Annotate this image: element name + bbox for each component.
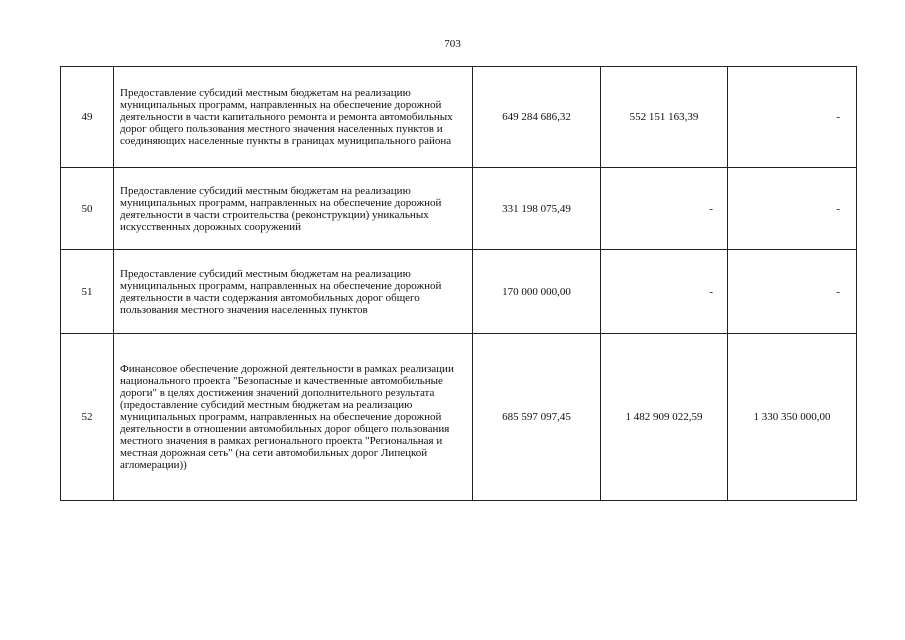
amount-year-2: - [601, 250, 728, 334]
table-row [61, 67, 857, 168]
row-description: Предоставление субсидий местным бюджетам на реализацию муниципальных программ, направленных на обеспечение дорожной деятельности в части содержания автомобильных дорог общего пользования местного значения населенных пунктов [114, 250, 473, 334]
budget-table [60, 66, 857, 501]
amount-year-3: - [728, 250, 857, 334]
amount-year-1: 685 597 097,45 [473, 334, 601, 501]
amount-year-2: 1 482 909 022,59 [601, 334, 728, 501]
row-description: Финансовое обеспечение дорожной деятельности в рамках реализации национального проекта "Безопасные и качественные автомобильные дороги" в целях достижения значений дополнительного результата (предоставление субсидий местным бюджетам на реализацию муниципальных программ, направленных на обеспечение дорожной деятельности в отношении автомобильных дорог общего пользования местного значения в рамках регионального проекта "Региональная и местная дорожная сеть" (на сети автомобильных дорог Липецкой агломерации)) [114, 334, 473, 501]
page-number: 703 [444, 38, 461, 50]
row-number: 52 [61, 334, 114, 501]
row-description: Предоставление субсидий местным бюджетам на реализацию муниципальных программ, направленных на обеспечение дорожной деятельности в части строительства (реконструкции) уникальных искусственных дорожных сооружений [114, 168, 473, 250]
table-row [61, 334, 857, 501]
amount-year-2: 552 151 163,39 [601, 67, 728, 168]
amount-year-1: 649 284 686,32 [473, 67, 601, 168]
row-number: 50 [61, 168, 114, 250]
row-number: 51 [61, 250, 114, 334]
row-description: Предоставление субсидий местным бюджетам на реализацию муниципальных программ, направленных на обеспечение дорожной деятельности в части капитального ремонта и ремонта автомобильных дорог общего пользования местного значения населенных пунктов и соединяющих населенные пункты в границах муниципального района [114, 67, 473, 168]
amount-year-2: - [601, 168, 728, 250]
table-row [61, 250, 857, 334]
amount-year-1: 331 198 075,49 [473, 168, 601, 250]
row-number: 49 [61, 67, 114, 168]
amount-year-3: 1 330 350 000,00 [728, 334, 857, 501]
table-row [61, 168, 857, 250]
amount-year-3: - [728, 67, 857, 168]
amount-year-1: 170 000 000,00 [473, 250, 601, 334]
amount-year-3: - [728, 168, 857, 250]
